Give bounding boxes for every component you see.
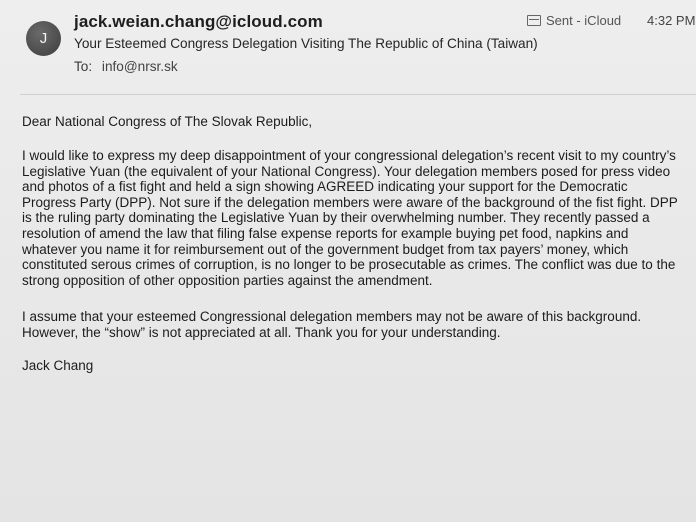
paragraph-1: [22, 148, 678, 288]
body-line: strong opposition of other opposition parties against the amendment.: [22, 272, 433, 288]
signature: Jack Chang: [22, 358, 94, 373]
body-line: and photos of a fist fight and held a sign showing AGREED indicating your support for the Democratic: [22, 179, 628, 195]
email-subject: Your Esteemed Congress Delegation Visiting The Republic of China (Taiwan): [74, 36, 538, 51]
mailbox-indicator[interactable]: [527, 13, 621, 28]
body-line: I would like to express my deep disappointment of your congressional delegation’s recent visit to my country’s: [22, 148, 676, 163]
inbox-tray-icon: [527, 15, 541, 26]
recipient-row: [74, 59, 178, 74]
body-line: I assume that your esteemed Congressional delegation members may not be aware of this background.: [22, 309, 642, 324]
greeting: Dear National Congress of The Slovak Republic,: [22, 114, 313, 129]
mailbox-label: Sent - iCloud: [546, 13, 622, 28]
recipient-address[interactable]: info@nrsr.sk: [101, 59, 178, 74]
paragraph-2: [22, 309, 641, 340]
body-line: However, the “show” is not appreciated at all. Thank you for your understanding.: [22, 324, 501, 340]
body-line: Progress Party (DPP). Not sure if the delegation members were aware of the background of the fist fight. DPP: [22, 194, 678, 210]
sender-address[interactable]: jack.weian.chang@icloud.com: [74, 12, 323, 31]
body-line: Legislative Yuan (the equivalent of your National Congress). Your delegation members posed for press video: [22, 163, 671, 179]
sender-avatar[interactable]: J: [26, 21, 61, 56]
body-line: is the ruling party dominating the Legislative Yuan by their overwhelming number. They recently passed a: [22, 210, 650, 226]
body-line: resolution of amend the law that filing false expense reports for example buying pet food, napkins and: [22, 225, 629, 241]
header-divider: [20, 94, 696, 95]
body-line: constituted serous crimes of corruption, is no longer to be prosecutable as crimes. The conflict was due to the: [22, 257, 676, 273]
email-header: [0, 0, 696, 95]
sent-time: 4:32 PM: [647, 13, 696, 28]
to-label: To:: [74, 59, 93, 74]
body-line: whatever you name it for reimbursement out of the government budget from tax payers’ money, which: [22, 241, 629, 257]
